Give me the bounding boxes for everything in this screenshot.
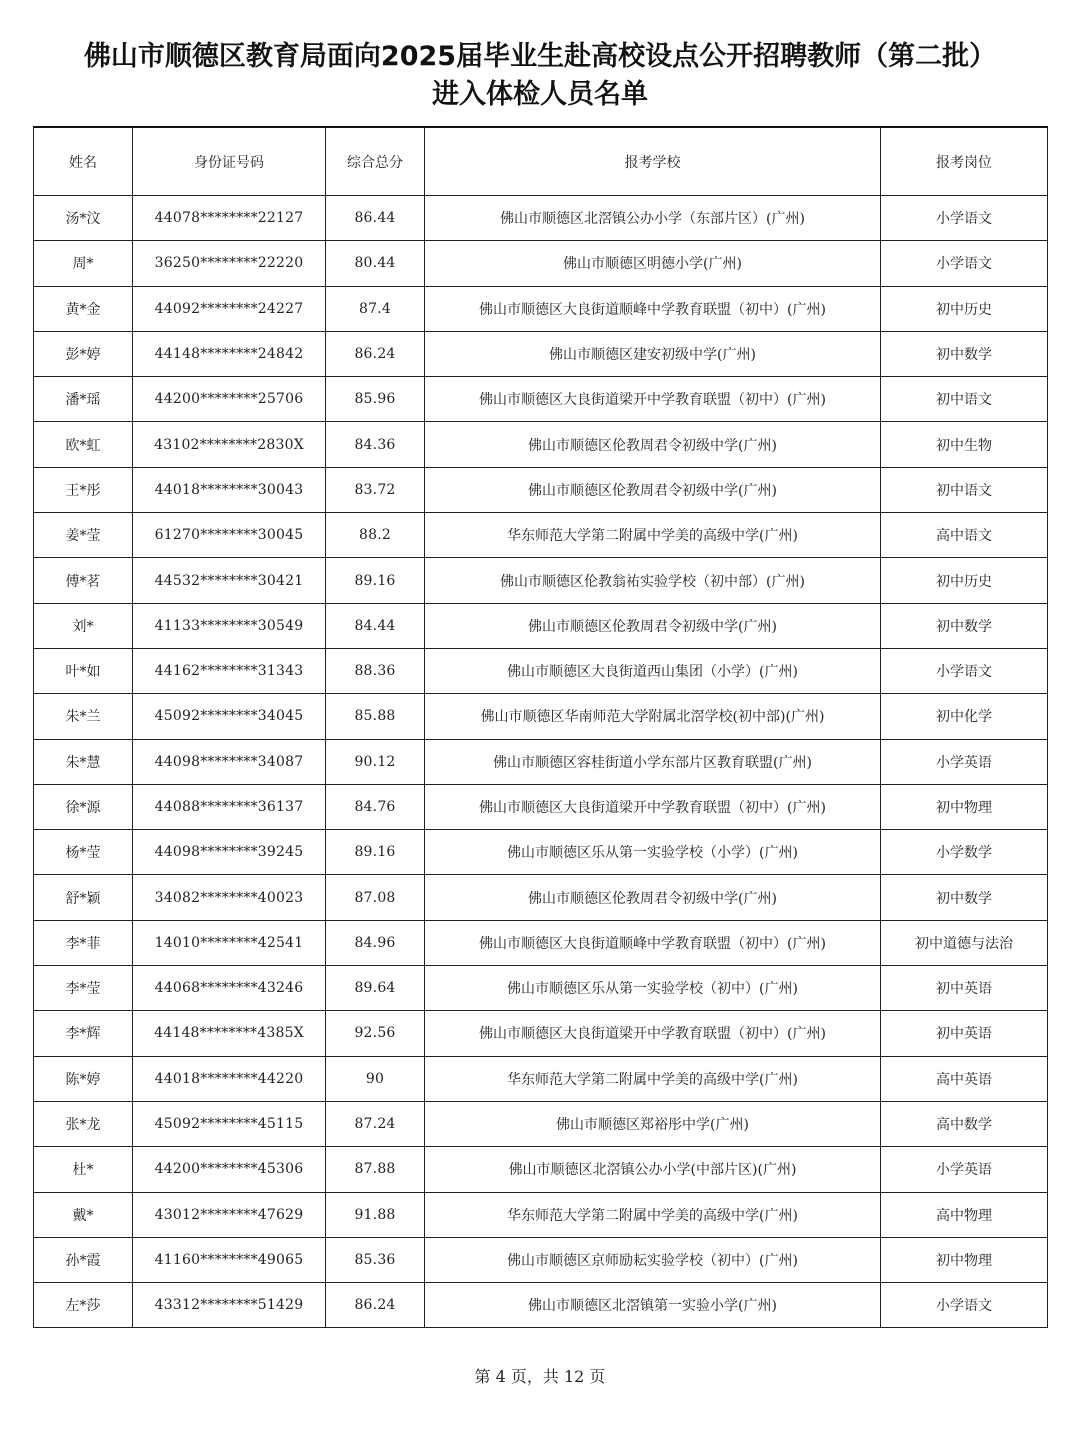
cell-name: 陈*婷: [34, 1056, 133, 1101]
cell-post: 小学英语: [881, 739, 1048, 784]
cell-id-number: 44098********39245: [133, 830, 326, 875]
cell-name: 朱*兰: [34, 694, 133, 739]
cell-school: 佛山市顺德区明德小学(广州): [425, 241, 881, 286]
cell-total-score: 87.24: [326, 1101, 425, 1146]
cell-school: 佛山市顺德区伦教翁祐实验学校（初中部）(广州): [425, 558, 881, 603]
cell-total-score: 86.24: [326, 331, 425, 376]
cell-name: 舒*颖: [34, 875, 133, 920]
table-row: [34, 331, 1048, 376]
cell-post: 小学英语: [881, 1147, 1048, 1192]
cell-total-score: 85.96: [326, 377, 425, 422]
cell-post: 初中历史: [881, 286, 1048, 331]
cell-school: 佛山市顺德区大良街道顺峰中学教育联盟（初中）(广州): [425, 286, 881, 331]
cell-post: 小学语文: [881, 1283, 1048, 1328]
cell-total-score: 80.44: [326, 241, 425, 286]
cell-id-number: 36250********22220: [133, 241, 326, 286]
cell-id-number: 44148********24842: [133, 331, 326, 376]
cell-total-score: 90.12: [326, 739, 425, 784]
cell-school: 佛山市顺德区伦教周君令初级中学(广州): [425, 603, 881, 648]
table-header-row: [34, 127, 1048, 196]
cell-name: 左*莎: [34, 1283, 133, 1328]
table-row: [34, 513, 1048, 558]
cell-school: 佛山市顺德区伦教周君令初级中学(广州): [425, 467, 881, 512]
cell-name: 周*: [34, 241, 133, 286]
cell-name: 汤*汶: [34, 196, 133, 241]
cell-post: 初中语文: [881, 377, 1048, 422]
table-row: [34, 558, 1048, 603]
cell-id-number: 44078********22127: [133, 196, 326, 241]
table-row: [34, 1237, 1048, 1282]
cell-total-score: 89.16: [326, 830, 425, 875]
candidate-table: [33, 126, 1048, 1328]
cell-name: 徐*源: [34, 784, 133, 829]
cell-total-score: 84.76: [326, 784, 425, 829]
cell-school: 佛山市顺德区北滘镇公办小学（东部片区）(广州): [425, 196, 881, 241]
cell-name: 杜*: [34, 1147, 133, 1192]
cell-name: 戴*: [34, 1192, 133, 1237]
cell-post: 高中语文: [881, 513, 1048, 558]
cell-total-score: 92.56: [326, 1011, 425, 1056]
cell-school: 佛山市顺德区乐从第一实验学校（初中）(广州): [425, 966, 881, 1011]
cell-id-number: 44200********25706: [133, 377, 326, 422]
cell-post: 初中化学: [881, 694, 1048, 739]
cell-total-score: 90: [326, 1056, 425, 1101]
table-row: [34, 694, 1048, 739]
table-row: [34, 286, 1048, 331]
cell-post: 初中历史: [881, 558, 1048, 603]
cell-name: 欧*虹: [34, 422, 133, 467]
cell-name: 彭*婷: [34, 331, 133, 376]
cell-post: 初中数学: [881, 875, 1048, 920]
header-total-score: 综合总分: [326, 127, 425, 196]
page-number: 第 4 页，共 12 页: [474, 1367, 606, 1386]
table-row: [34, 1056, 1048, 1101]
cell-name: 孙*霞: [34, 1237, 133, 1282]
table-row: [34, 467, 1048, 512]
cell-id-number: 44092********24227: [133, 286, 326, 331]
table-row: [34, 920, 1048, 965]
cell-id-number: 61270********30045: [133, 513, 326, 558]
cell-school: 佛山市顺德区大良街道梁开中学教育联盟（初中）(广州): [425, 784, 881, 829]
header-name: 姓名: [34, 127, 133, 196]
cell-post: 初中数学: [881, 603, 1048, 648]
table-row: [34, 830, 1048, 875]
cell-school: 佛山市顺德区大良街道顺峰中学教育联盟（初中）(广州): [425, 920, 881, 965]
document-title-line1: 佛山市顺德区教育局面向2025届毕业生赴高校设点公开招聘教师（第二批）: [83, 41, 997, 72]
cell-school: 佛山市顺德区京师励耘实验学校（初中）(广州): [425, 1237, 881, 1282]
cell-id-number: 44088********36137: [133, 784, 326, 829]
cell-post: 小学数学: [881, 830, 1048, 875]
cell-name: 李*莹: [34, 966, 133, 1011]
cell-total-score: 84.96: [326, 920, 425, 965]
cell-school: 佛山市顺德区华南师范大学附属北滘学校(初中部)(广州): [425, 694, 881, 739]
cell-post: 小学语文: [881, 196, 1048, 241]
cell-id-number: 43312********51429: [133, 1283, 326, 1328]
cell-id-number: 44532********30421: [133, 558, 326, 603]
cell-id-number: 41160********49065: [133, 1237, 326, 1282]
cell-id-number: 34082********40023: [133, 875, 326, 920]
cell-post: 小学语文: [881, 241, 1048, 286]
cell-school: 佛山市顺德区大良街道梁开中学教育联盟（初中）(广州): [425, 377, 881, 422]
cell-school: 佛山市顺德区郑裕彤中学(广州): [425, 1101, 881, 1146]
cell-post: 初中道德与法治: [881, 920, 1048, 965]
table-row: [34, 422, 1048, 467]
cell-id-number: 14010********42541: [133, 920, 326, 965]
cell-name: 叶*如: [34, 648, 133, 693]
cell-id-number: 43102********2830X: [133, 422, 326, 467]
cell-total-score: 91.88: [326, 1192, 425, 1237]
cell-name: 潘*瑶: [34, 377, 133, 422]
cell-post: 小学语文: [881, 648, 1048, 693]
cell-post: 高中英语: [881, 1056, 1048, 1101]
cell-post: 初中物理: [881, 784, 1048, 829]
table-row: [34, 377, 1048, 422]
document-title-line2: 进入体检人员名单: [432, 79, 648, 110]
cell-total-score: 86.44: [326, 196, 425, 241]
cell-school: 佛山市顺德区伦教周君令初级中学(广州): [425, 875, 881, 920]
cell-name: 傅*茗: [34, 558, 133, 603]
table-row: [34, 1192, 1048, 1237]
cell-post: 高中数学: [881, 1101, 1048, 1146]
cell-total-score: 84.36: [326, 422, 425, 467]
cell-name: 杨*莹: [34, 830, 133, 875]
cell-total-score: 88.2: [326, 513, 425, 558]
cell-id-number: 44018********30043: [133, 467, 326, 512]
cell-school: 佛山市顺德区建安初级中学(广州): [425, 331, 881, 376]
cell-id-number: 44148********4385X: [133, 1011, 326, 1056]
table-row: [34, 1101, 1048, 1146]
cell-name: 李*菲: [34, 920, 133, 965]
cell-total-score: 86.24: [326, 1283, 425, 1328]
table-row: [34, 241, 1048, 286]
cell-total-score: 87.08: [326, 875, 425, 920]
cell-school: 华东师范大学第二附属中学美的高级中学(广州): [425, 1056, 881, 1101]
cell-school: 佛山市顺德区大良街道梁开中学教育联盟（初中）(广州): [425, 1011, 881, 1056]
cell-id-number: 45092********34045: [133, 694, 326, 739]
cell-id-number: 44068********43246: [133, 966, 326, 1011]
cell-name: 刘*: [34, 603, 133, 648]
cell-school: 佛山市顺德区北滘镇第一实验小学(广州): [425, 1283, 881, 1328]
cell-id-number: 44200********45306: [133, 1147, 326, 1192]
table-row: [34, 1011, 1048, 1056]
cell-post: 初中语文: [881, 467, 1048, 512]
cell-school: 佛山市顺德区乐从第一实验学校（小学）(广州): [425, 830, 881, 875]
cell-id-number: 41133********30549: [133, 603, 326, 648]
cell-total-score: 89.16: [326, 558, 425, 603]
header-post: 报考岗位: [881, 127, 1048, 196]
cell-id-number: 44098********34087: [133, 739, 326, 784]
cell-id-number: 44018********44220: [133, 1056, 326, 1101]
table-row: [34, 603, 1048, 648]
table-row: [34, 196, 1048, 241]
table-row: [34, 784, 1048, 829]
cell-school: 佛山市顺德区大良街道西山集团（小学）(广州): [425, 648, 881, 693]
cell-post: 初中英语: [881, 1011, 1048, 1056]
cell-id-number: 45092********45115: [133, 1101, 326, 1146]
cell-post: 高中物理: [881, 1192, 1048, 1237]
table-row: [34, 875, 1048, 920]
table-row: [34, 1147, 1048, 1192]
cell-name: 朱*慧: [34, 739, 133, 784]
cell-id-number: 43012********47629: [133, 1192, 326, 1237]
cell-post: 初中物理: [881, 1237, 1048, 1282]
cell-total-score: 84.44: [326, 603, 425, 648]
cell-post: 初中数学: [881, 331, 1048, 376]
table-body: [34, 196, 1048, 1328]
cell-total-score: 88.36: [326, 648, 425, 693]
cell-name: 黄*金: [34, 286, 133, 331]
table-row: [34, 1283, 1048, 1328]
header-school: 报考学校: [425, 127, 881, 196]
cell-school: 华东师范大学第二附属中学美的高级中学(广州): [425, 513, 881, 558]
cell-id-number: 44162********31343: [133, 648, 326, 693]
table-row: [34, 966, 1048, 1011]
cell-post: 初中英语: [881, 966, 1048, 1011]
cell-post: 初中生物: [881, 422, 1048, 467]
cell-total-score: 85.36: [326, 1237, 425, 1282]
cell-school: 华东师范大学第二附属中学美的高级中学(广州): [425, 1192, 881, 1237]
cell-total-score: 87.4: [326, 286, 425, 331]
cell-total-score: 85.88: [326, 694, 425, 739]
cell-total-score: 87.88: [326, 1147, 425, 1192]
cell-school: 佛山市顺德区伦教周君令初级中学(广州): [425, 422, 881, 467]
header-id-number: 身份证号码: [133, 127, 326, 196]
cell-name: 王*彤: [34, 467, 133, 512]
cell-school: 佛山市顺德区容桂街道小学东部片区教育联盟(广州): [425, 739, 881, 784]
cell-name: 姜*莹: [34, 513, 133, 558]
cell-school: 佛山市顺德区北滘镇公办小学(中部片区)(广州): [425, 1147, 881, 1192]
table-row: [34, 648, 1048, 693]
cell-name: 张*龙: [34, 1101, 133, 1146]
cell-total-score: 83.72: [326, 467, 425, 512]
cell-total-score: 89.64: [326, 966, 425, 1011]
table-row: [34, 739, 1048, 784]
cell-name: 李*辉: [34, 1011, 133, 1056]
